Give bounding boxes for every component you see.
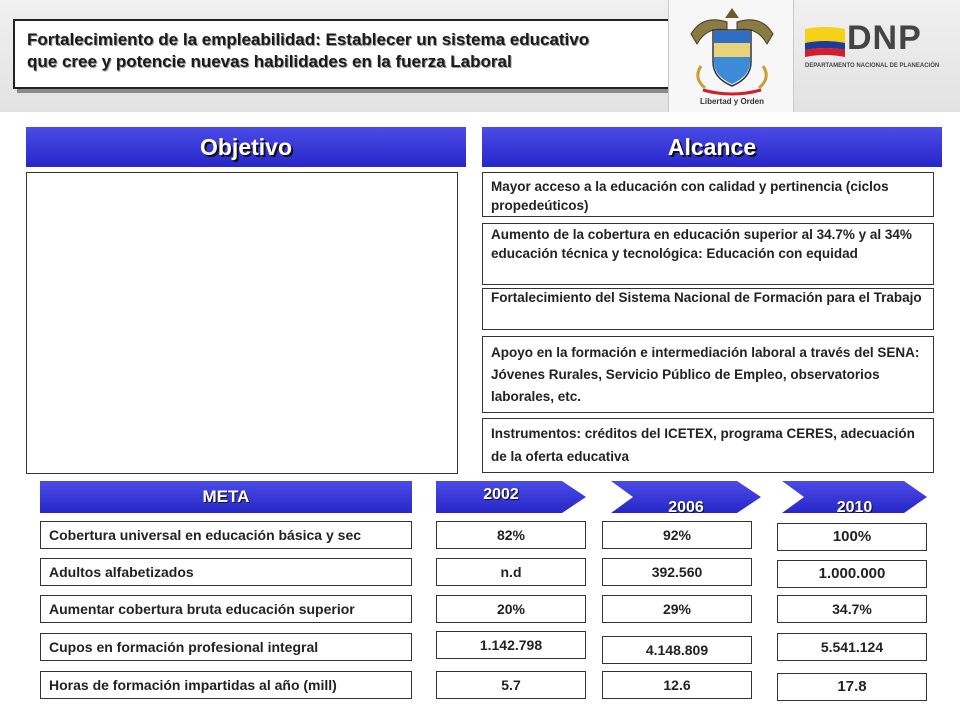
meta-row-4-2006: 4.148.809 <box>602 636 752 664</box>
meta-row-1-label: Cobertura universal en educación básica y sec <box>40 521 412 549</box>
year-2002-arrow <box>436 481 586 513</box>
objetivo-content <box>26 172 458 474</box>
meta-row-2-label: Adultos alfabetizados <box>40 558 412 586</box>
meta-row-2-2002: n.d <box>436 558 586 586</box>
meta-row-1-2006: 92% <box>602 521 752 549</box>
meta-header: META <box>40 481 412 513</box>
alcance-item-1: Mayor acceso a la educación con calidad y pertinencia (ciclos propedeúticos) <box>482 172 934 217</box>
page-title <box>13 19 679 89</box>
meta-row-5-2010: 17.8 <box>777 673 927 701</box>
colombia-flag-icon <box>805 25 845 59</box>
title-line-1: Fortalecimiento de la empleabilidad: Establecer un sistema educativo <box>27 30 590 49</box>
meta-row-4-2002: 1.142.798 <box>436 631 586 659</box>
title-line-2: que cree y potencie nuevas habilidades en la fuerza Laboral <box>27 52 512 71</box>
meta-row-3-2006: 29% <box>602 595 752 623</box>
meta-row-4-2010: 5.541.124 <box>777 633 927 661</box>
meta-row-3-label: Aumentar cobertura bruta educación superior <box>40 595 412 623</box>
alcance-item-2: Aumento de la cobertura en educación superior al 34.7% y al 34% educación técnica y tecnológica: Educación con equidad <box>482 223 934 285</box>
meta-row-5-2006: 12.6 <box>602 671 752 699</box>
meta-row-2-2006: 392.560 <box>602 558 752 586</box>
alcance-item-4: Apoyo en la formación e intermediación laboral a través del SENA: Jóvenes Rurales, Servicio Público de Empleo, observatorios laborales, etc. <box>482 336 934 413</box>
meta-row-1-2010: 100% <box>777 523 927 551</box>
meta-row-4-label: Cupos en formación profesional integral <box>40 633 412 661</box>
year-2006-label: 2006 <box>668 499 704 516</box>
dnp-logo-text: DNP <box>847 19 922 57</box>
year-2006-arrow <box>611 481 761 516</box>
alcance-header: Alcance <box>482 127 942 167</box>
year-2010-arrow <box>782 481 927 516</box>
meta-row-5-label: Horas de formación impartidas al año (mill) <box>40 671 412 699</box>
alcance-item-5: Instrumentos: créditos del ICETEX, programa CERES, adecuación de la oferta educativa <box>482 418 934 473</box>
meta-row-5-2002: 5.7 <box>436 671 586 699</box>
coat-of-arms-icon <box>683 4 781 96</box>
year-2002-label: 2002 <box>483 486 519 503</box>
objetivo-header: Objetivo <box>26 127 466 167</box>
crest-motto: Libertad y Orden <box>699 97 764 106</box>
meta-row-3-2010: 34.7% <box>777 595 927 623</box>
alcance-item-3: Fortalecimiento del Sistema Nacional de Formación para el Trabajo <box>482 288 934 330</box>
meta-row-2-2010: 1.000.000 <box>777 560 927 588</box>
meta-row-1-2002: 82% <box>436 521 586 549</box>
coat-of-arms-panel <box>668 0 794 112</box>
dnp-logo-subtitle: DEPARTAMENTO NACIONAL DE PLANEACIÓN <box>805 63 940 69</box>
meta-row-3-2002: 20% <box>436 595 586 623</box>
year-2010-label: 2010 <box>836 499 873 516</box>
